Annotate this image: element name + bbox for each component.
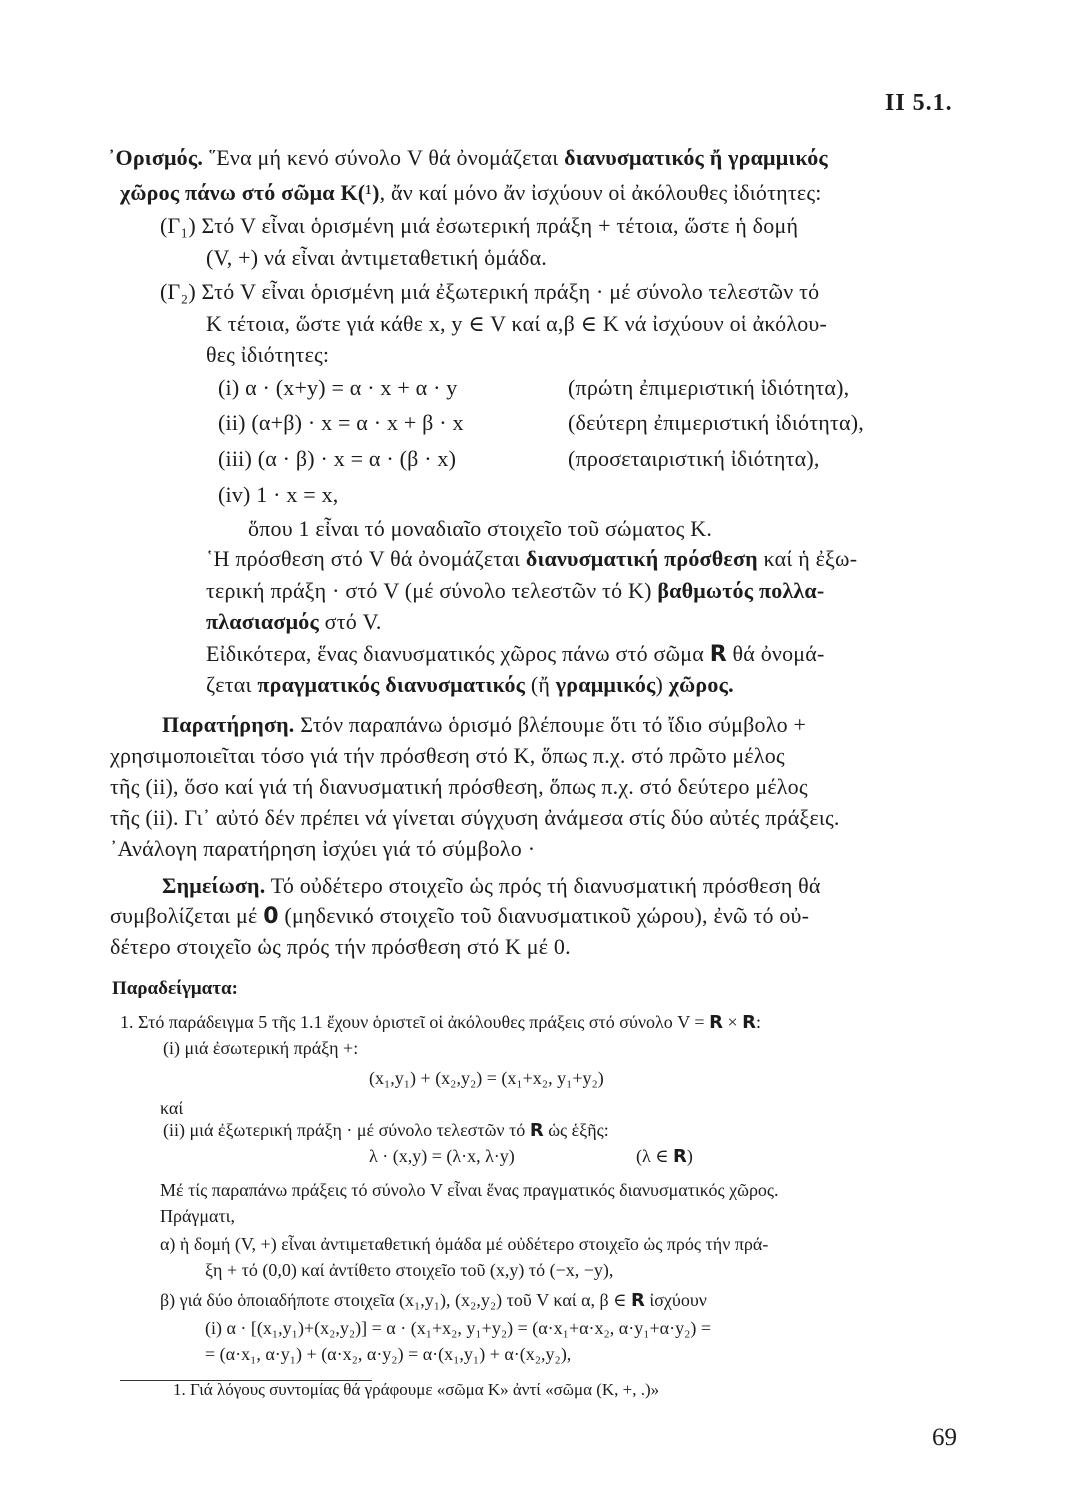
definition-g2-line-1: (Γ₂) Στό V εἶναι ὁρισμένη μιά ἐξωτερική πράξη · μέ σύνολο τελεστῶν τό <box>160 279 820 304</box>
example-line-11 <box>160 1290 707 1311</box>
text-run: γραμμικός <box>555 672 656 697</box>
text-run: ¹ <box>365 180 373 205</box>
note-line-3: δέτερο στοιχεῖο ὡς πρός τήν πρόσθεση στό Κ μέ 0. <box>110 934 571 959</box>
text-run: ῞Ενα μή κενό σύνολο V θά ὀνομάζεται <box>203 145 565 170</box>
remark-line-4: τῆς (ii). Γι᾽ αὐτό δέν πρέπει νά γίνεται σύγχυση ἀνάμεσα στίς δύο αὐτές πράξεις. <box>110 805 840 830</box>
property-3-formula: (iii) (α · β) · x = α · (β · x) <box>218 446 457 471</box>
text-run: ὡς ἑξῆς: <box>543 1120 609 1140</box>
text-run: ᾽Ορισμός. <box>108 145 204 170</box>
text-run: ) <box>372 180 380 205</box>
text-run: β) γιά δύο ὁποιαδήποτε στοιχεῖα (x₁,y₁), (x₂,y₂) τοῦ V καί α, β ∈ <box>160 1290 632 1310</box>
example-line-1 <box>120 1012 761 1033</box>
text-run: (λ ∈ <box>636 1146 674 1166</box>
note-line-1 <box>162 873 821 899</box>
text-run: R <box>529 1120 544 1141</box>
vector-addition-line-1 <box>206 546 857 572</box>
example-formula-addition: (x₁,y₁) + (x₂,y₂) = (x₁+x₂, y₁+y₂) <box>369 1068 604 1088</box>
text-run: R <box>709 642 727 667</box>
text-run: συμβολίζεται μέ <box>110 903 264 928</box>
example-line-2: (i) μιά ἐσωτερική πράξη +: <box>163 1038 359 1058</box>
unit-element-line: ὅπου 1 εἶναι τό μοναδιαῖο στοιχεῖο τοῦ σώματος Κ. <box>248 516 713 541</box>
definition-line-2 <box>120 180 822 206</box>
text-run: ῾Η πρόσθεση στό V θά ὀνομάζεται <box>206 546 526 571</box>
note-line-2 <box>110 903 809 929</box>
example-line-kai: καί <box>160 1098 184 1118</box>
text-run: ) <box>686 1146 693 1166</box>
remark-line-2: χρησιμοποιεῖται τόσο γιά τήν πρόσθεση στό Κ, ὅπως π.χ. στό πρῶτο μέλος <box>110 743 785 768</box>
text-run: R <box>742 1012 756 1033</box>
example-line-7: Μέ τίς παραπάνω πράξεις τό σύνολο V εἶναι ἕνας πραγματικός διανυσματικός χῶρος. <box>160 1180 779 1200</box>
text-run: 1. Στό παράδειγμα 5 τῆς 1.1 ἔχουν ὁριστεῖ οἱ ἀκόλουθες πράξεις στό σύνολο V = <box>120 1012 710 1032</box>
text-run: R <box>709 1012 723 1033</box>
property-2-desc: (δεύτερη ἐπιμεριστική ἰδιότητα), <box>568 410 864 435</box>
definition-line-1 <box>108 145 828 171</box>
real-space-line-1 <box>206 641 825 667</box>
example-formula-scalar: λ · (x,y) = (λ·x, λ·y) <box>369 1146 515 1166</box>
definition-g2-line-3: θες ἰδιότητες: <box>206 342 330 367</box>
text-run: Παρατήρηση. <box>162 712 295 737</box>
remark-line-3: τῆς (ii), ὅσο καί γιά τή διανυσματική πρόσθεση, ὅπως π.χ. στό δεύτερο μέλος <box>110 774 808 799</box>
text-run: καί ἡ ἐξω- <box>757 546 858 571</box>
text-run: (ii) μιά ἐξωτερική πράξη · μέ σύνολο τελεστῶν τό <box>163 1120 530 1140</box>
remark-line-5: ᾽Ανάλογη παρατήρηση ἰσχύει γιά τό σύμβολο · <box>110 836 536 861</box>
section-number: II 5.1. <box>885 90 953 116</box>
text-run: θά ὀνομά- <box>726 641 825 666</box>
page-number: 69 <box>932 1424 957 1451</box>
vector-addition-line-2 <box>206 578 824 604</box>
text-run: ) <box>655 672 669 697</box>
property-1-desc: (πρώτη ἐπιμεριστική ἰδιότητα), <box>568 375 850 400</box>
text-run: χῶρος πάνω στό σῶμα Κ( <box>120 180 366 205</box>
examples-heading: Παραδείγματα: <box>112 978 238 999</box>
property-3-desc: (προσεταιριστική ἰδιότητα), <box>568 446 820 471</box>
text-run: 0 <box>263 904 279 929</box>
text-run: , ἄν καί μόνο ἄν ἰσχύουν οἱ ἀκόλουθες ἰδιότητες: <box>379 180 822 205</box>
definition-g2-line-2: Κ τέτοια, ὥστε γιά κάθε x, y ∈ V καί α,β ∈ Κ νά ἰσχύουν οἱ ἀκόλου- <box>206 311 828 336</box>
text-run: τερική πράξη · στό V (μέ σύνολο τελεστῶν τό Κ) <box>206 578 658 603</box>
vector-addition-line-3 <box>206 609 382 635</box>
remark-line-1 <box>162 712 806 738</box>
definition-g1-line-1: (Γ₁) Στό V εἶναι ὁρισμένη μιά ἐσωτερική πράξη + τέτοια, ὥστε ἡ δομή <box>160 213 799 238</box>
text-run: (μηδενικό στοιχεῖο τοῦ διανυσματικοῦ χώρου), ἐνῶ τό οὐ- <box>278 903 810 928</box>
text-run: × <box>722 1012 743 1032</box>
example-formula-12: (i) α · [(x₁,y₁)+(x₂,y₂)] = α · (x₁+x₂, y₁+y₂) = (α·x₁+α·x₂, α·y₁+α·y₂) = <box>205 1318 711 1338</box>
property-4-formula: (iv) 1 · x = x, <box>218 482 339 507</box>
text-run: Εἰδικότερα, ἕνας διανυσματικός χῶρος πάνω στό σῶμα <box>206 641 710 666</box>
text-run: βαθμωτός πολλα- <box>657 578 825 603</box>
text-run: R <box>673 1146 687 1167</box>
property-1-formula: (i) α · (x+y) = α · x + α · y <box>218 375 458 400</box>
example-line-9: α) ἡ δομή (V, +) εἶναι ἀντιμεταθετική ὁμάδα μέ οὐδέτερο στοιχεῖο ὡς πρός τήν πρά- <box>160 1234 769 1254</box>
text-run: Σημείωση. <box>162 873 266 898</box>
text-run: πραγματικός διανυσματικός <box>257 672 526 697</box>
text-run: ζεται <box>206 672 258 697</box>
text-run: R <box>631 1290 645 1311</box>
real-space-line-2 <box>206 672 734 698</box>
text-run: διανυσματική πρόσθεση <box>525 546 758 571</box>
text-run: στό V. <box>318 609 382 634</box>
example-line-8: Πράγματι, <box>160 1206 236 1226</box>
text-run: χῶρος. <box>668 672 734 697</box>
text-run: (ἤ <box>525 672 556 697</box>
text-run: πλασιασμός <box>206 609 319 634</box>
text-run: : <box>755 1012 761 1032</box>
example-line-10: ξη + τό (0,0) καί ἀντίθετο στοιχεῖο τοῦ (x,y) τό (−x, −y), <box>205 1260 614 1280</box>
example-formula-13: = (α·x₁, α·y₁) + (α·x₂, α·y₂) = α·(x₁,y₁) + α·(x₂,y₂), <box>205 1344 572 1364</box>
footnote: 1. Γιά λόγους συντομίας θά γράφουμε «σῶμα Κ» ἀντί «σῶμα (Κ, +, .)» <box>173 1380 660 1399</box>
example-formula-scalar-domain <box>636 1146 693 1167</box>
text-run: διανυσματικός ἤ γραμμικός <box>564 145 828 170</box>
text-run: ἰσχύουν <box>644 1290 707 1310</box>
definition-g1-line-2: (V, +) νά εἶναι ἀντιμεταθετική ὁμάδα. <box>206 245 548 270</box>
text-run: Στόν παραπάνω ὁρισμό βλέπουμε ὅτι τό ἴδιο σύμβολο + <box>294 712 807 737</box>
text-run: Τό οὐδέτερο στοιχεῖο ὡς πρός τή διανυσματική πρόσθεση θά <box>265 873 821 898</box>
example-line-5 <box>163 1120 609 1141</box>
property-2-formula: (ii) (α+β) · x = α · x + β · x <box>218 410 464 435</box>
